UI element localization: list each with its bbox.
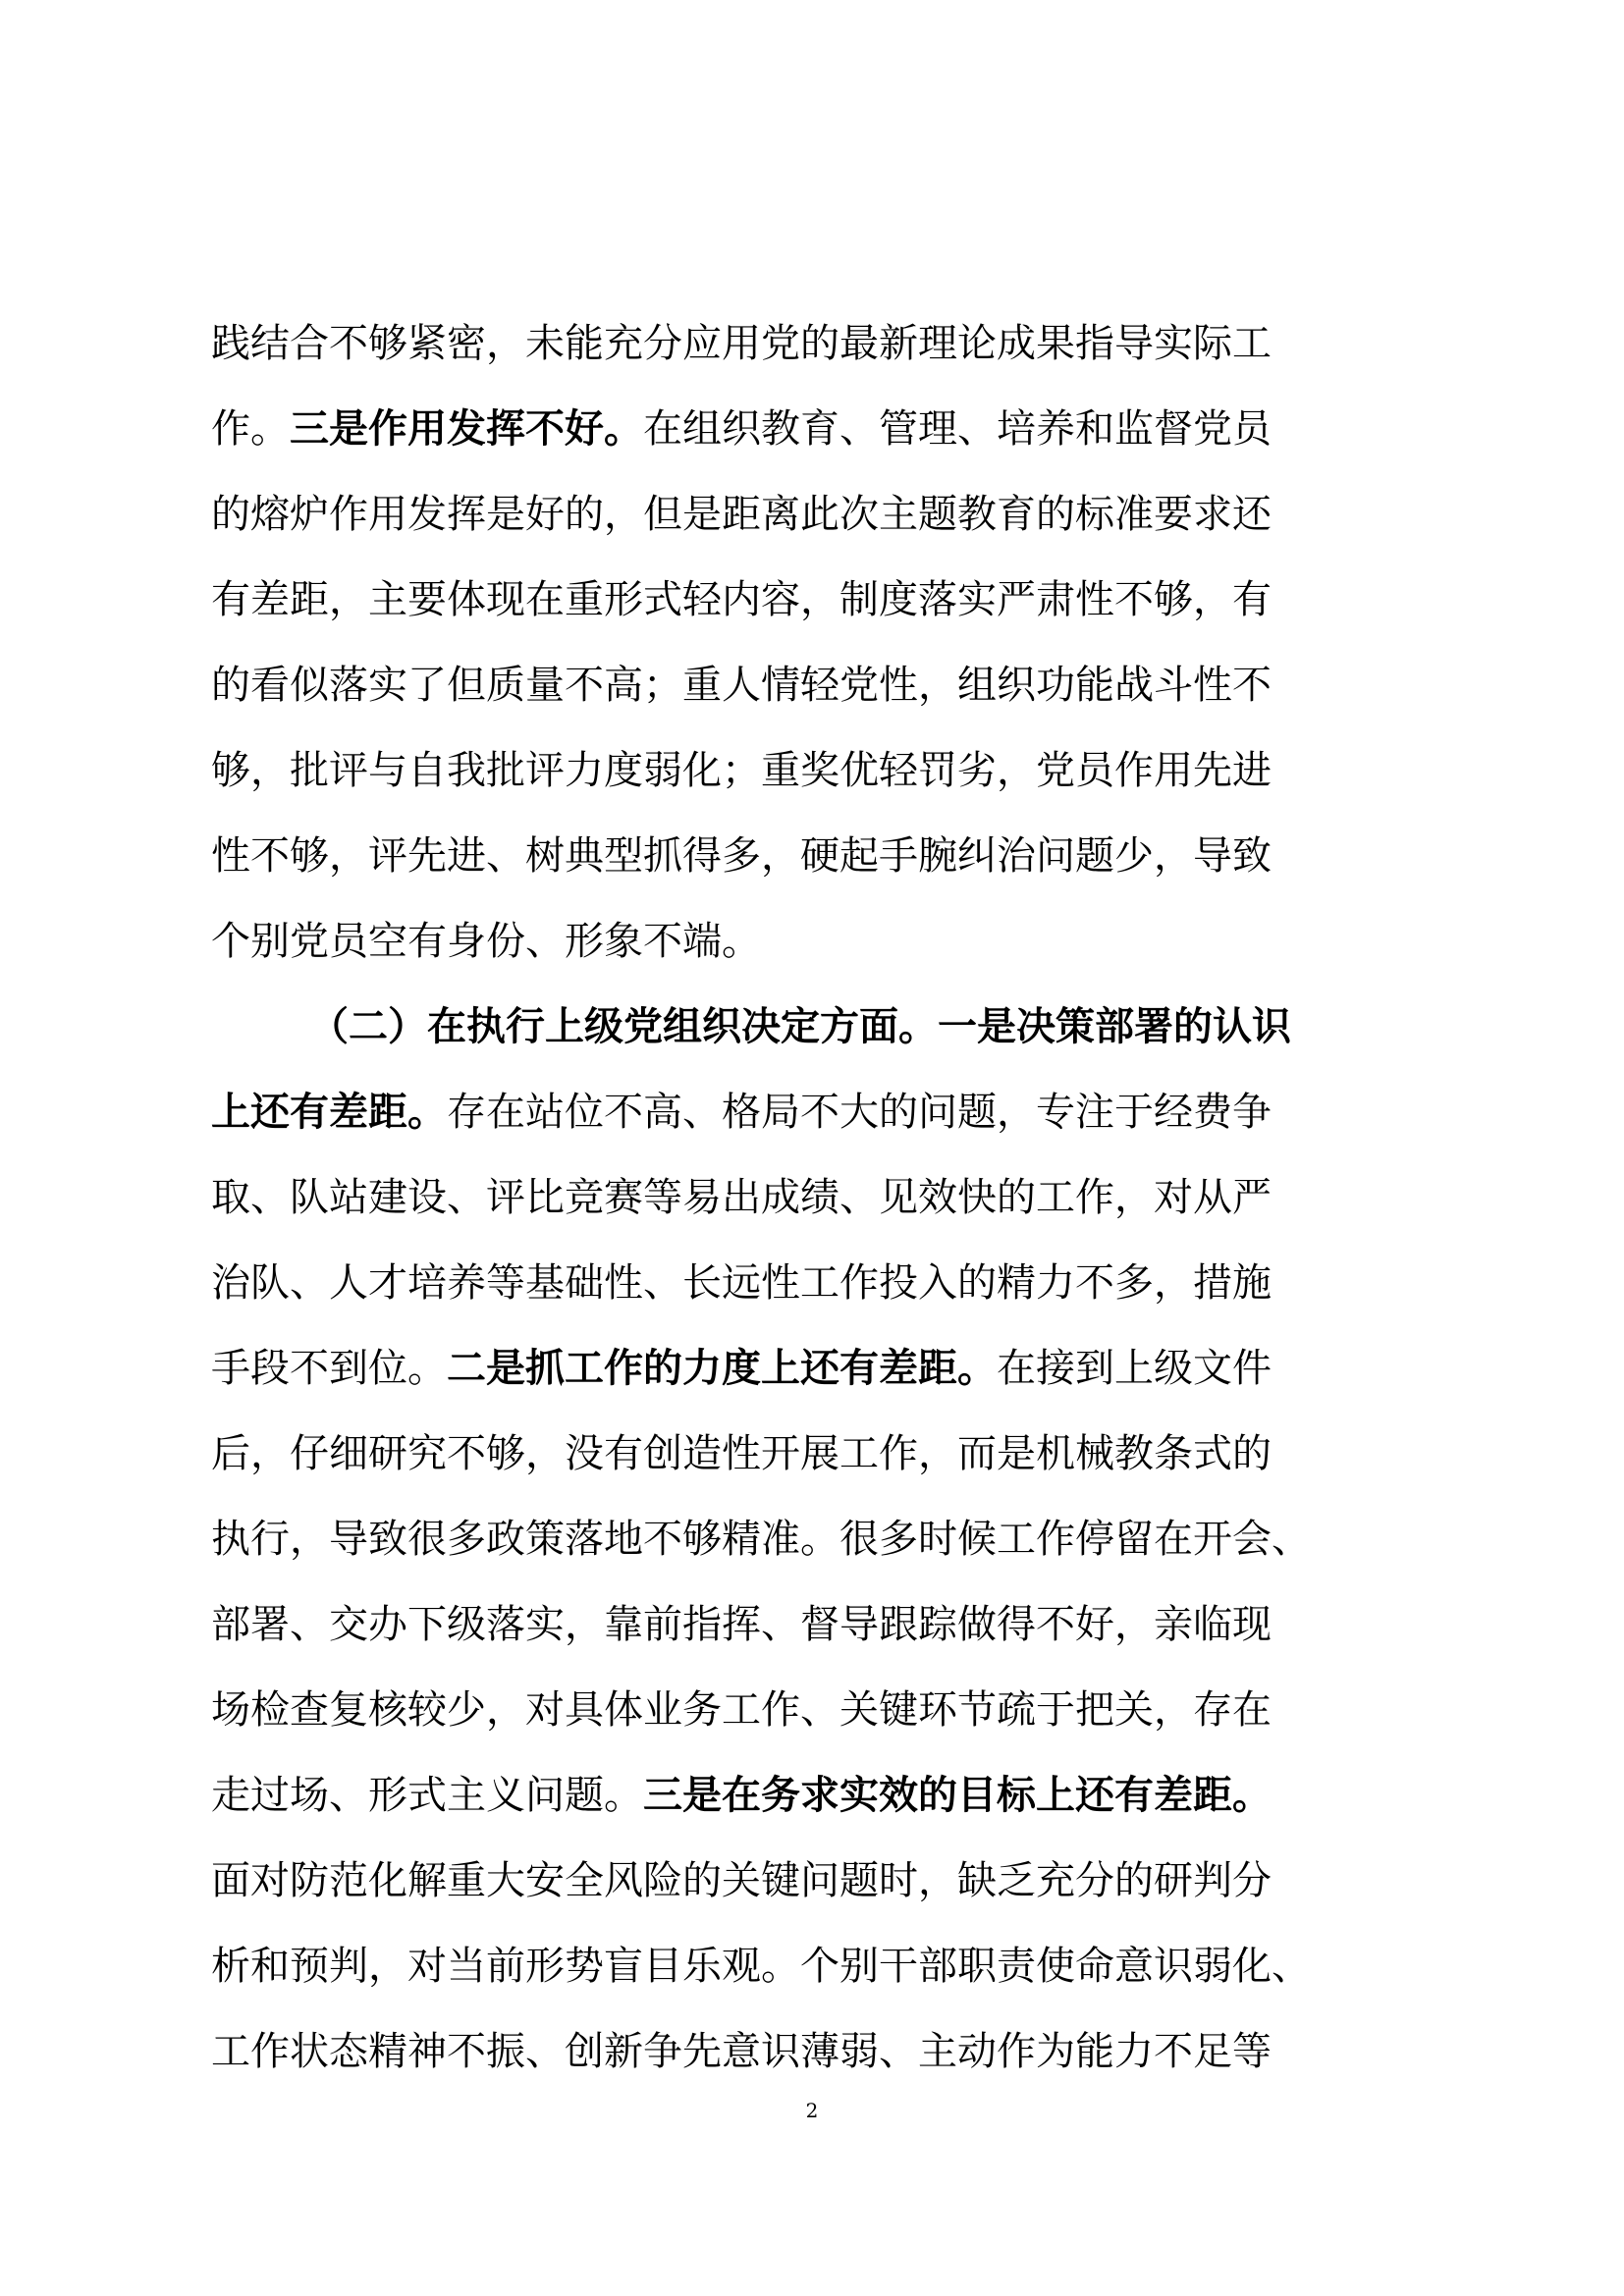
text-segment: 析和预判，对当前形势盲目乐观。个别干部职责使命意识弱化、 <box>211 1944 1311 1989</box>
text-line <box>211 652 1438 737</box>
text-segment: 部署、交办下级落实，靠前指挥、督导跟踪做得不好，亲临现 <box>211 1602 1272 1647</box>
text-segment: 的看似落实了但质量不高；重人情轻党性，组织功能战斗性不 <box>211 663 1272 708</box>
text-line <box>211 1677 1438 1762</box>
text-segment: 的熔炉作用发挥是好的，但是距离此次主题教育的标准要求还 <box>211 492 1272 537</box>
text-line <box>211 737 1438 823</box>
text-line <box>211 908 1438 993</box>
text-line <box>211 1591 1438 1677</box>
text-line <box>211 2018 1438 2104</box>
text-segment: 践结合不够紧密，未能充分应用党的最新理论成果指导实际工 <box>211 321 1272 366</box>
text-segment: 手段不到位。 <box>211 1346 447 1391</box>
text-line <box>211 481 1438 566</box>
text-segment: 工作状态精神不振、创新争先意识薄弱、主动作为能力不足等 <box>211 2029 1272 2074</box>
text-segment: 执行，导致很多政策落地不够精准。很多时候工作停留在开会、 <box>211 1517 1311 1562</box>
text-segment: 取、队站建设、评比竞赛等易出成绩、见效快的工作，对从严 <box>211 1175 1272 1220</box>
text-line <box>211 1079 1438 1164</box>
text-line <box>211 1420 1438 1506</box>
text-segment: 够，批评与自我批评力度弱化；重奖优轻罚劣，党员作用先进 <box>211 748 1272 793</box>
text-line <box>211 823 1438 908</box>
text-segment: 存在站位不高、格局不大的问题，专注于经费争 <box>447 1090 1272 1135</box>
text-segment: 性不够，评先进、树典型抓得多，硬起手腕纠治问题少，导致 <box>211 833 1272 879</box>
text-line <box>211 993 1438 1079</box>
body-text <box>211 310 1438 2104</box>
text-segment: 作。 <box>211 406 290 452</box>
bold-text-segment: 三是作用发挥不好。 <box>290 406 643 452</box>
text-line <box>211 1762 1438 1847</box>
page-number: 2 <box>805 2099 819 2122</box>
text-segment: 后，仔细研究不够，没有创造性开展工作，而是机械教条式的 <box>211 1431 1272 1476</box>
text-line <box>211 1335 1438 1420</box>
text-line <box>211 1250 1438 1335</box>
text-line <box>211 310 1438 396</box>
text-segment: 场检查复核较少，对具体业务工作、关键环节疏于把关，存在 <box>211 1687 1272 1733</box>
text-segment: 在接到上级文件 <box>997 1346 1272 1391</box>
text-line <box>211 1847 1438 1933</box>
text-line <box>211 566 1438 652</box>
bold-text-segment: （二）在执行上级党组织决定方面。一是决策部署的认识 <box>309 1004 1291 1049</box>
bold-text-segment: 三是在务求实效的目标上还有差距。 <box>643 1773 1272 1818</box>
bold-text-segment: 上还有差距。 <box>211 1090 447 1135</box>
text-segment: 在组织教育、管理、培养和监督党员 <box>643 406 1272 452</box>
text-segment: 面对防范化解重大安全风险的关键问题时，缺乏充分的研判分 <box>211 1858 1272 1903</box>
bold-text-segment: 二是抓工作的力度上还有差距。 <box>447 1346 997 1391</box>
text-segment: 走过场、形式主义问题。 <box>211 1773 643 1818</box>
text-segment: 个别党员空有身份、形象不端。 <box>211 919 761 964</box>
text-segment: 治队、人才培养等基础性、长远性工作投入的精力不多，措施 <box>211 1260 1272 1306</box>
text-line <box>211 1933 1438 2018</box>
text-line <box>211 1164 1438 1250</box>
text-line <box>211 1506 1438 1591</box>
text-segment: 有差距，主要体现在重形式轻内容，制度落实严肃性不够，有 <box>211 577 1272 622</box>
text-line <box>211 396 1438 481</box>
